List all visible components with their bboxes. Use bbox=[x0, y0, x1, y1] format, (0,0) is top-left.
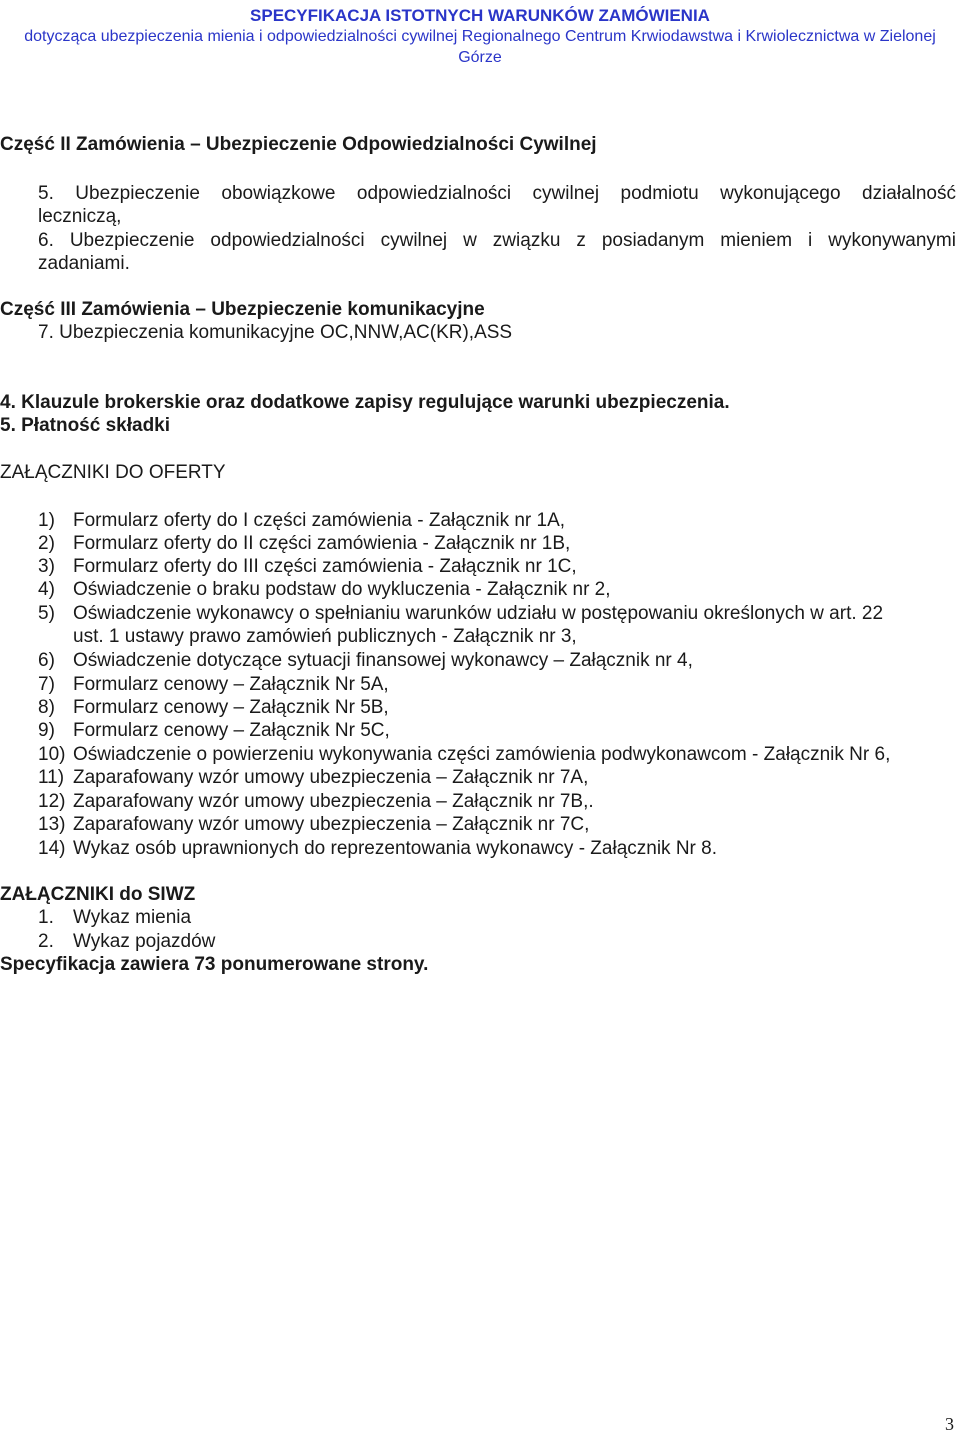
part2-item5-line2: leczniczą, bbox=[38, 206, 122, 227]
list-number: 4) bbox=[38, 579, 55, 600]
page-number: 3 bbox=[945, 1414, 954, 1434]
list-text: Formularz oferty do III części zamówienia - Załącznik nr 1C, bbox=[73, 556, 577, 577]
list-number: 13) bbox=[38, 814, 66, 835]
list-number: 7) bbox=[38, 674, 55, 695]
document-header bbox=[0, 6, 960, 68]
header-subtitle-cont: Górze bbox=[458, 49, 502, 66]
list-text: Wykaz mienia bbox=[73, 907, 192, 928]
part2-item5-line1: 5. Ubezpieczenie obowiązkowe odpowiedzialności cywilnej podmiotu wykonującego działalność bbox=[38, 183, 956, 204]
list-number: 8) bbox=[38, 697, 55, 718]
list-text: Zaparafowany wzór umowy ubezpieczenia – Załącznik nr 7A, bbox=[73, 767, 589, 788]
header-title: SPECYFIKACJA ISTOTNYCH WARUNKÓW ZAMÓWIENIA bbox=[250, 6, 710, 25]
list-text: Zaparafowany wzór umowy ubezpieczenia – Załącznik nr 7C, bbox=[73, 814, 590, 835]
part2-item6-line2: zadaniami. bbox=[38, 253, 130, 274]
list-text: Oświadczenie o braku podstaw do wykluczenia - Załącznik nr 2, bbox=[73, 579, 611, 600]
offer-attachments-heading: ZAŁĄCZNIKI DO OFERTY bbox=[0, 462, 226, 483]
list-number: 2. bbox=[38, 931, 54, 952]
list-number: 10) bbox=[38, 744, 66, 765]
list-text: Formularz cenowy – Załącznik Nr 5B, bbox=[73, 697, 389, 718]
list-number: 6) bbox=[38, 650, 55, 671]
list-number: 1. bbox=[38, 907, 54, 928]
part2-heading: Część II Zamówienia – Ubezpieczenie Odpowiedzialności Cywilnej bbox=[0, 134, 597, 155]
section5-heading: 5. Płatność składki bbox=[0, 415, 171, 436]
list-number: 11) bbox=[38, 767, 65, 788]
section4-heading: 4. Klauzule brokerskie oraz dodatkowe zapisy regulujące warunki ubezpieczenia. bbox=[0, 392, 730, 413]
list-number: 2) bbox=[38, 533, 55, 554]
list-text: Formularz cenowy – Załącznik Nr 5A, bbox=[73, 674, 389, 695]
list-text: Oświadczenie wykonawcy o spełnianiu warunków udziału w postępowaniu określonych w art. 22 bbox=[73, 603, 884, 624]
list-text: Wykaz osób uprawnionych do reprezentowania wykonawcy - Załącznik Nr 8. bbox=[73, 838, 718, 859]
list-text: Oświadczenie o powierzeniu wykonywania części zamówienia podwykonawcom - Załącznik Nr 6, bbox=[73, 744, 891, 765]
list-number: 1) bbox=[38, 510, 55, 531]
part2-item6-line1: 6. Ubezpieczenie odpowiedzialności cywilnej w związku z posiadanym mieniem i wykonywanymi bbox=[38, 230, 956, 251]
list-text: Formularz oferty do I części zamówienia - Załącznik nr 1A, bbox=[73, 510, 566, 531]
list-number: 5) bbox=[38, 603, 55, 624]
list-text-cont: ust. 1 ustawy prawo zamówień publicznych - Załącznik nr 3, bbox=[73, 626, 577, 647]
list-number: 9) bbox=[38, 720, 55, 741]
list-number: 14) bbox=[38, 838, 66, 859]
list-text: Formularz oferty do II części zamówienia - Załącznik nr 1B, bbox=[73, 533, 571, 554]
list-text: Formularz cenowy – Załącznik Nr 5C, bbox=[73, 720, 390, 741]
header-subtitle: dotycząca ubezpieczenia mienia i odpowiedzialności cywilnej Regionalnego Centrum Krwiodawstwa i Krwiolecznictwa w Zielonej bbox=[24, 28, 936, 45]
siwz-attachments-heading: ZAŁĄCZNIKI do SIWZ bbox=[0, 884, 196, 905]
part3-heading: Część III Zamówienia – Ubezpieczenie komunikacyjne bbox=[0, 299, 485, 320]
list-number: 12) bbox=[38, 791, 66, 812]
list-text: Oświadczenie dotyczące sytuacji finansowej wykonawcy – Załącznik nr 4, bbox=[73, 650, 693, 671]
list-text: Wykaz pojazdów bbox=[73, 931, 216, 952]
list-text: Zaparafowany wzór umowy ubezpieczenia – Załącznik nr 7B,. bbox=[73, 791, 594, 812]
list-number: 3) bbox=[38, 556, 55, 577]
closing-statement: Specyfikacja zawiera 73 ponumerowane strony. bbox=[0, 954, 429, 975]
part3-item7: 7. Ubezpieczenia komunikacyjne OC,NNW,AC(KR),ASS bbox=[38, 322, 513, 343]
